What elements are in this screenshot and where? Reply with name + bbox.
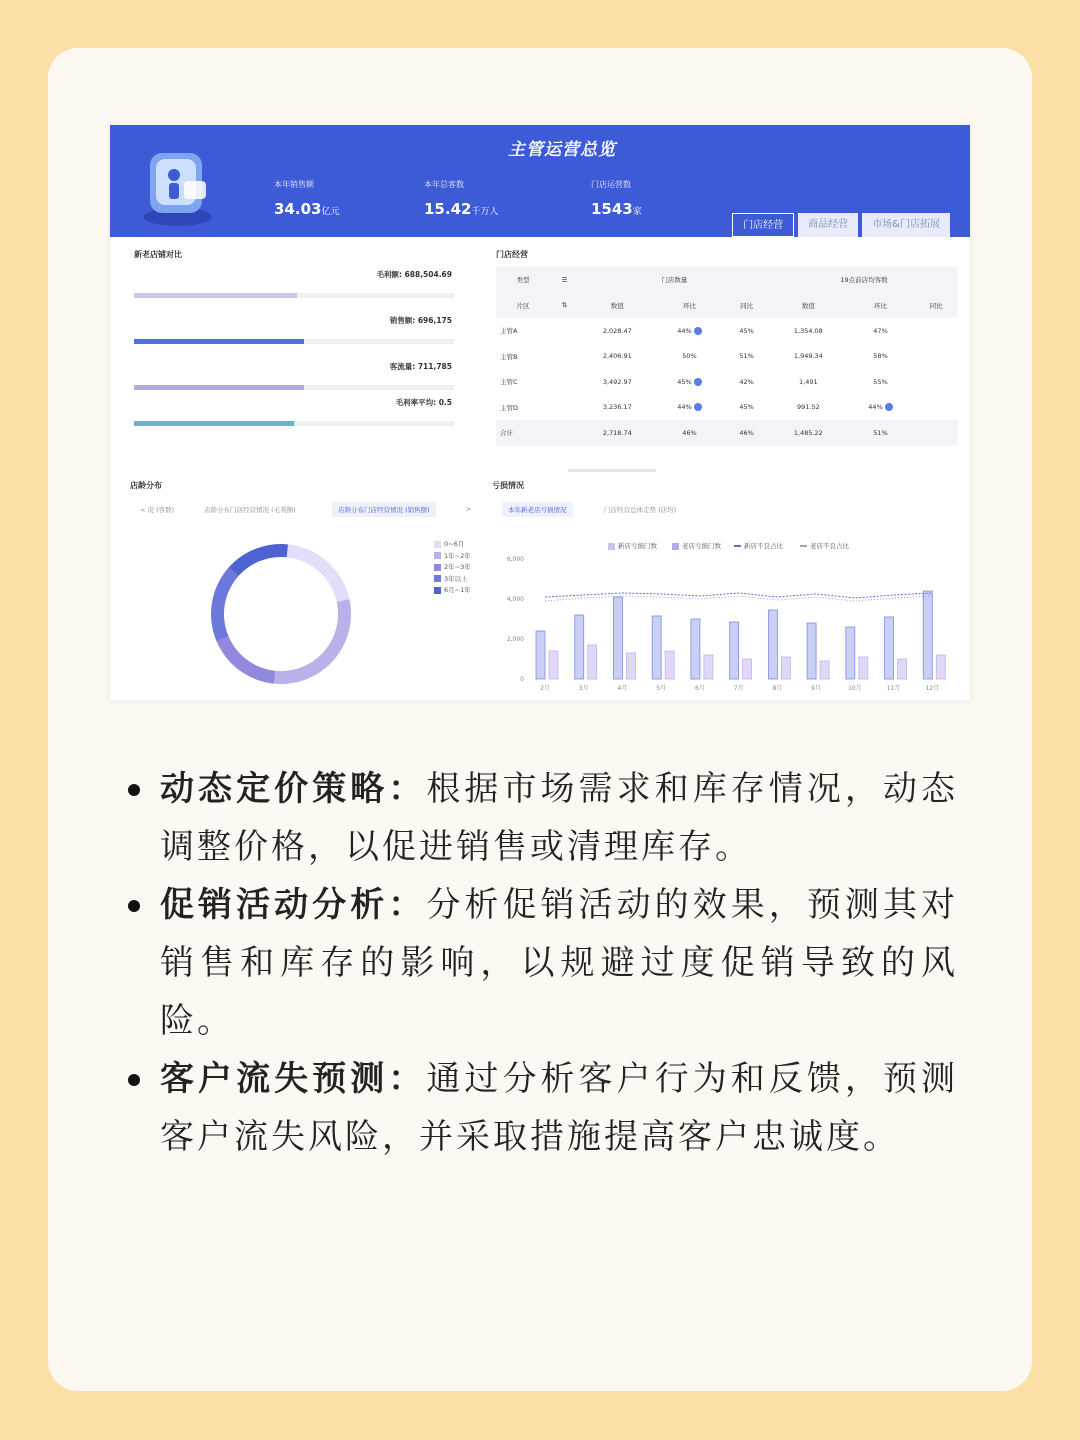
tab-product-ops[interactable]: 商品经营	[798, 213, 858, 237]
dashboard-tabs	[732, 213, 950, 237]
metric-label: 销售额: 696,175	[389, 316, 452, 325]
bar-new-store[interactable]	[885, 617, 894, 679]
x-tick-label: 6月	[694, 685, 705, 692]
donut-slice[interactable]	[211, 567, 238, 641]
metric-bar-fill	[134, 421, 294, 426]
legend-swatch	[672, 543, 679, 550]
table-head-row: 片区 ⇅ 数值 环比 同比 数值 环比 同比	[496, 293, 958, 319]
info-dot-icon	[694, 378, 702, 386]
legend-swatch	[434, 541, 441, 548]
bar-old-store[interactable]	[665, 651, 674, 679]
legend-item[interactable]: 3年以上	[434, 574, 468, 583]
bar-old-store[interactable]	[859, 657, 868, 679]
bar-new-store[interactable]	[807, 623, 816, 679]
dashboard-screenshot	[110, 125, 970, 700]
bar-old-store[interactable]	[820, 661, 829, 679]
age-subtab-customers[interactable]: < 况 (客数)	[140, 506, 175, 514]
age-dist-title: 店龄分布	[130, 481, 162, 490]
store-ops-title: 门店经营	[496, 250, 528, 259]
bar-old-store[interactable]	[936, 655, 945, 679]
y-tick-label: 2,000	[506, 636, 524, 643]
line-new-store-rate	[545, 593, 932, 598]
donut-slice[interactable]	[229, 544, 288, 576]
loss-subtab-trend[interactable]: 门店经营总体走势 (店均)	[604, 506, 677, 514]
table-row: 主管D 3,236.17 44% 45% 991.52 44%	[496, 395, 958, 421]
metric-bar-fill	[134, 385, 304, 390]
x-tick-label: 7月	[733, 685, 744, 692]
dashboard-header	[110, 125, 970, 237]
metric-bar-track	[134, 385, 454, 390]
bar-old-store[interactable]	[704, 655, 713, 679]
donut-slice[interactable]	[217, 636, 276, 683]
bar-old-store[interactable]	[588, 645, 597, 679]
list-item: 动态定价策略：根据市场需求和库存情况，动态调整价格，以促进销售或清理库存。	[128, 760, 958, 876]
tab-market-expansion[interactable]: 市场&门店拓展	[862, 213, 950, 237]
bar-new-store[interactable]	[730, 622, 739, 679]
legend-swatch	[434, 552, 441, 559]
legend-swatch	[434, 587, 441, 594]
info-dot-icon	[694, 327, 702, 335]
table-head-row: 类型 ☰ 门店数量 19点前店均客数	[496, 267, 958, 293]
x-tick-label: 10月	[847, 685, 862, 692]
legend-swatch	[734, 545, 741, 547]
x-tick-label: 9月	[811, 685, 822, 692]
metric-label: 客流量: 711,785	[389, 362, 452, 371]
x-tick-label: 11月	[886, 685, 901, 692]
bar-old-store[interactable]	[898, 659, 907, 679]
age-subtab-gross[interactable]: 店龄分布门店经营情况 (毛利额)	[204, 506, 296, 514]
bar-new-store[interactable]	[652, 616, 661, 679]
metric-label: 毛利率平均: 0.5	[395, 398, 452, 407]
legend-swatch	[434, 575, 441, 582]
bar-new-store[interactable]	[768, 610, 777, 679]
bar-new-store[interactable]	[923, 591, 932, 679]
x-tick-label: 3月	[578, 685, 589, 692]
donut-slice[interactable]	[287, 544, 350, 602]
bar-new-store[interactable]	[613, 597, 622, 679]
x-tick-label: 12月	[925, 685, 940, 692]
legend-item[interactable]: 新店不良占比	[734, 541, 783, 550]
x-tick-label: 2月	[540, 685, 550, 692]
bar-new-store[interactable]	[575, 615, 584, 679]
table-row: 主管B 2,406.91 50% 51% 1,949.34 58%	[500, 352, 888, 361]
info-dot-icon	[885, 403, 893, 411]
kpi-stores: 门店运营数 1543家	[591, 180, 642, 218]
legend-item[interactable]: 0~6月	[434, 539, 464, 548]
list-item: 客户流失预测：通过分析客户行为和反馈，预测客户流失风险，并采取措施提高客户忠诚度。	[128, 1050, 958, 1166]
kpi-customers: 本年总客数 15.42千万人	[424, 180, 499, 218]
donut-slice[interactable]	[274, 599, 351, 684]
metric-bar-track	[134, 421, 454, 426]
list-item: 促销活动分析：分析促销活动的效果，预测其对销售和库存的影响，以规避过度促销导致的风险。	[128, 876, 958, 1050]
logo-icon	[138, 145, 218, 229]
dashboard-title: 主管运营总览	[508, 140, 616, 160]
legend-item[interactable]: 6月~1年	[434, 585, 471, 594]
legend-swatch	[434, 564, 441, 571]
loss-title: 亏损情况	[492, 481, 524, 490]
bar-new-store[interactable]	[846, 627, 855, 679]
legend-item[interactable]: 老店亏损门数	[672, 541, 721, 550]
tab-store-ops[interactable]: 门店经营	[732, 213, 794, 237]
sort-icon[interactable]: ⇅	[561, 301, 568, 310]
legend-item[interactable]: 1年~2年	[434, 551, 471, 560]
bar-old-store[interactable]	[549, 651, 558, 679]
bullet-list	[128, 760, 958, 1166]
compare-title: 新老店铺对比	[134, 250, 182, 259]
kpi-sales: 本年销售额 34.03亿元	[274, 180, 340, 218]
store-ops-table	[496, 267, 958, 446]
x-tick-label: 4月	[617, 685, 628, 692]
table-row: 合计 2,718.74 46% 46% 1,485.22 51%	[496, 420, 958, 446]
y-tick-label: 6,000	[506, 556, 524, 563]
bar-old-store[interactable]	[743, 659, 752, 679]
metric-bar-fill	[134, 339, 304, 344]
table-row: 主管C 3,492.97 45% 42% 1,491 55%	[500, 377, 888, 387]
table-row: 主管A 2,028.47 44% 45% 1,354.08 47%	[500, 326, 888, 336]
legend-swatch	[608, 543, 615, 550]
metric-bar-track	[134, 293, 454, 298]
metric-bar-track	[134, 339, 454, 344]
age-subtab-sales[interactable]: 店龄分布门店经营情况 (销售额)	[332, 502, 436, 517]
bar-new-store[interactable]	[691, 619, 700, 679]
legend-item[interactable]: 老店不良占比	[800, 541, 849, 550]
x-tick-label: 5月	[656, 685, 667, 692]
info-dot-icon	[694, 403, 702, 411]
metric-bar-fill	[134, 293, 297, 298]
age-donut-chart	[206, 539, 356, 689]
y-tick-label: 4,000	[506, 596, 524, 603]
legend-swatch	[800, 545, 807, 547]
x-tick-label: 8月	[772, 685, 783, 692]
metric-label: 毛利额: 688,504.69	[376, 270, 452, 279]
bar-old-store[interactable]	[626, 653, 635, 679]
filter-icon[interactable]: ☰	[561, 275, 568, 284]
legend-item[interactable]: 新店亏损门数	[608, 541, 657, 550]
legend-item[interactable]: 2年~3年	[434, 562, 471, 571]
y-tick-label: 0	[520, 676, 524, 683]
age-subtab-next[interactable]: >	[466, 505, 472, 513]
loss-subtab-new-old[interactable]: 本年新老店亏损情况	[502, 502, 573, 517]
bar-old-store[interactable]	[781, 657, 790, 679]
loss-bar-chart	[490, 555, 960, 695]
table-scrollbar[interactable]	[568, 469, 656, 472]
bar-new-store[interactable]	[536, 631, 545, 679]
